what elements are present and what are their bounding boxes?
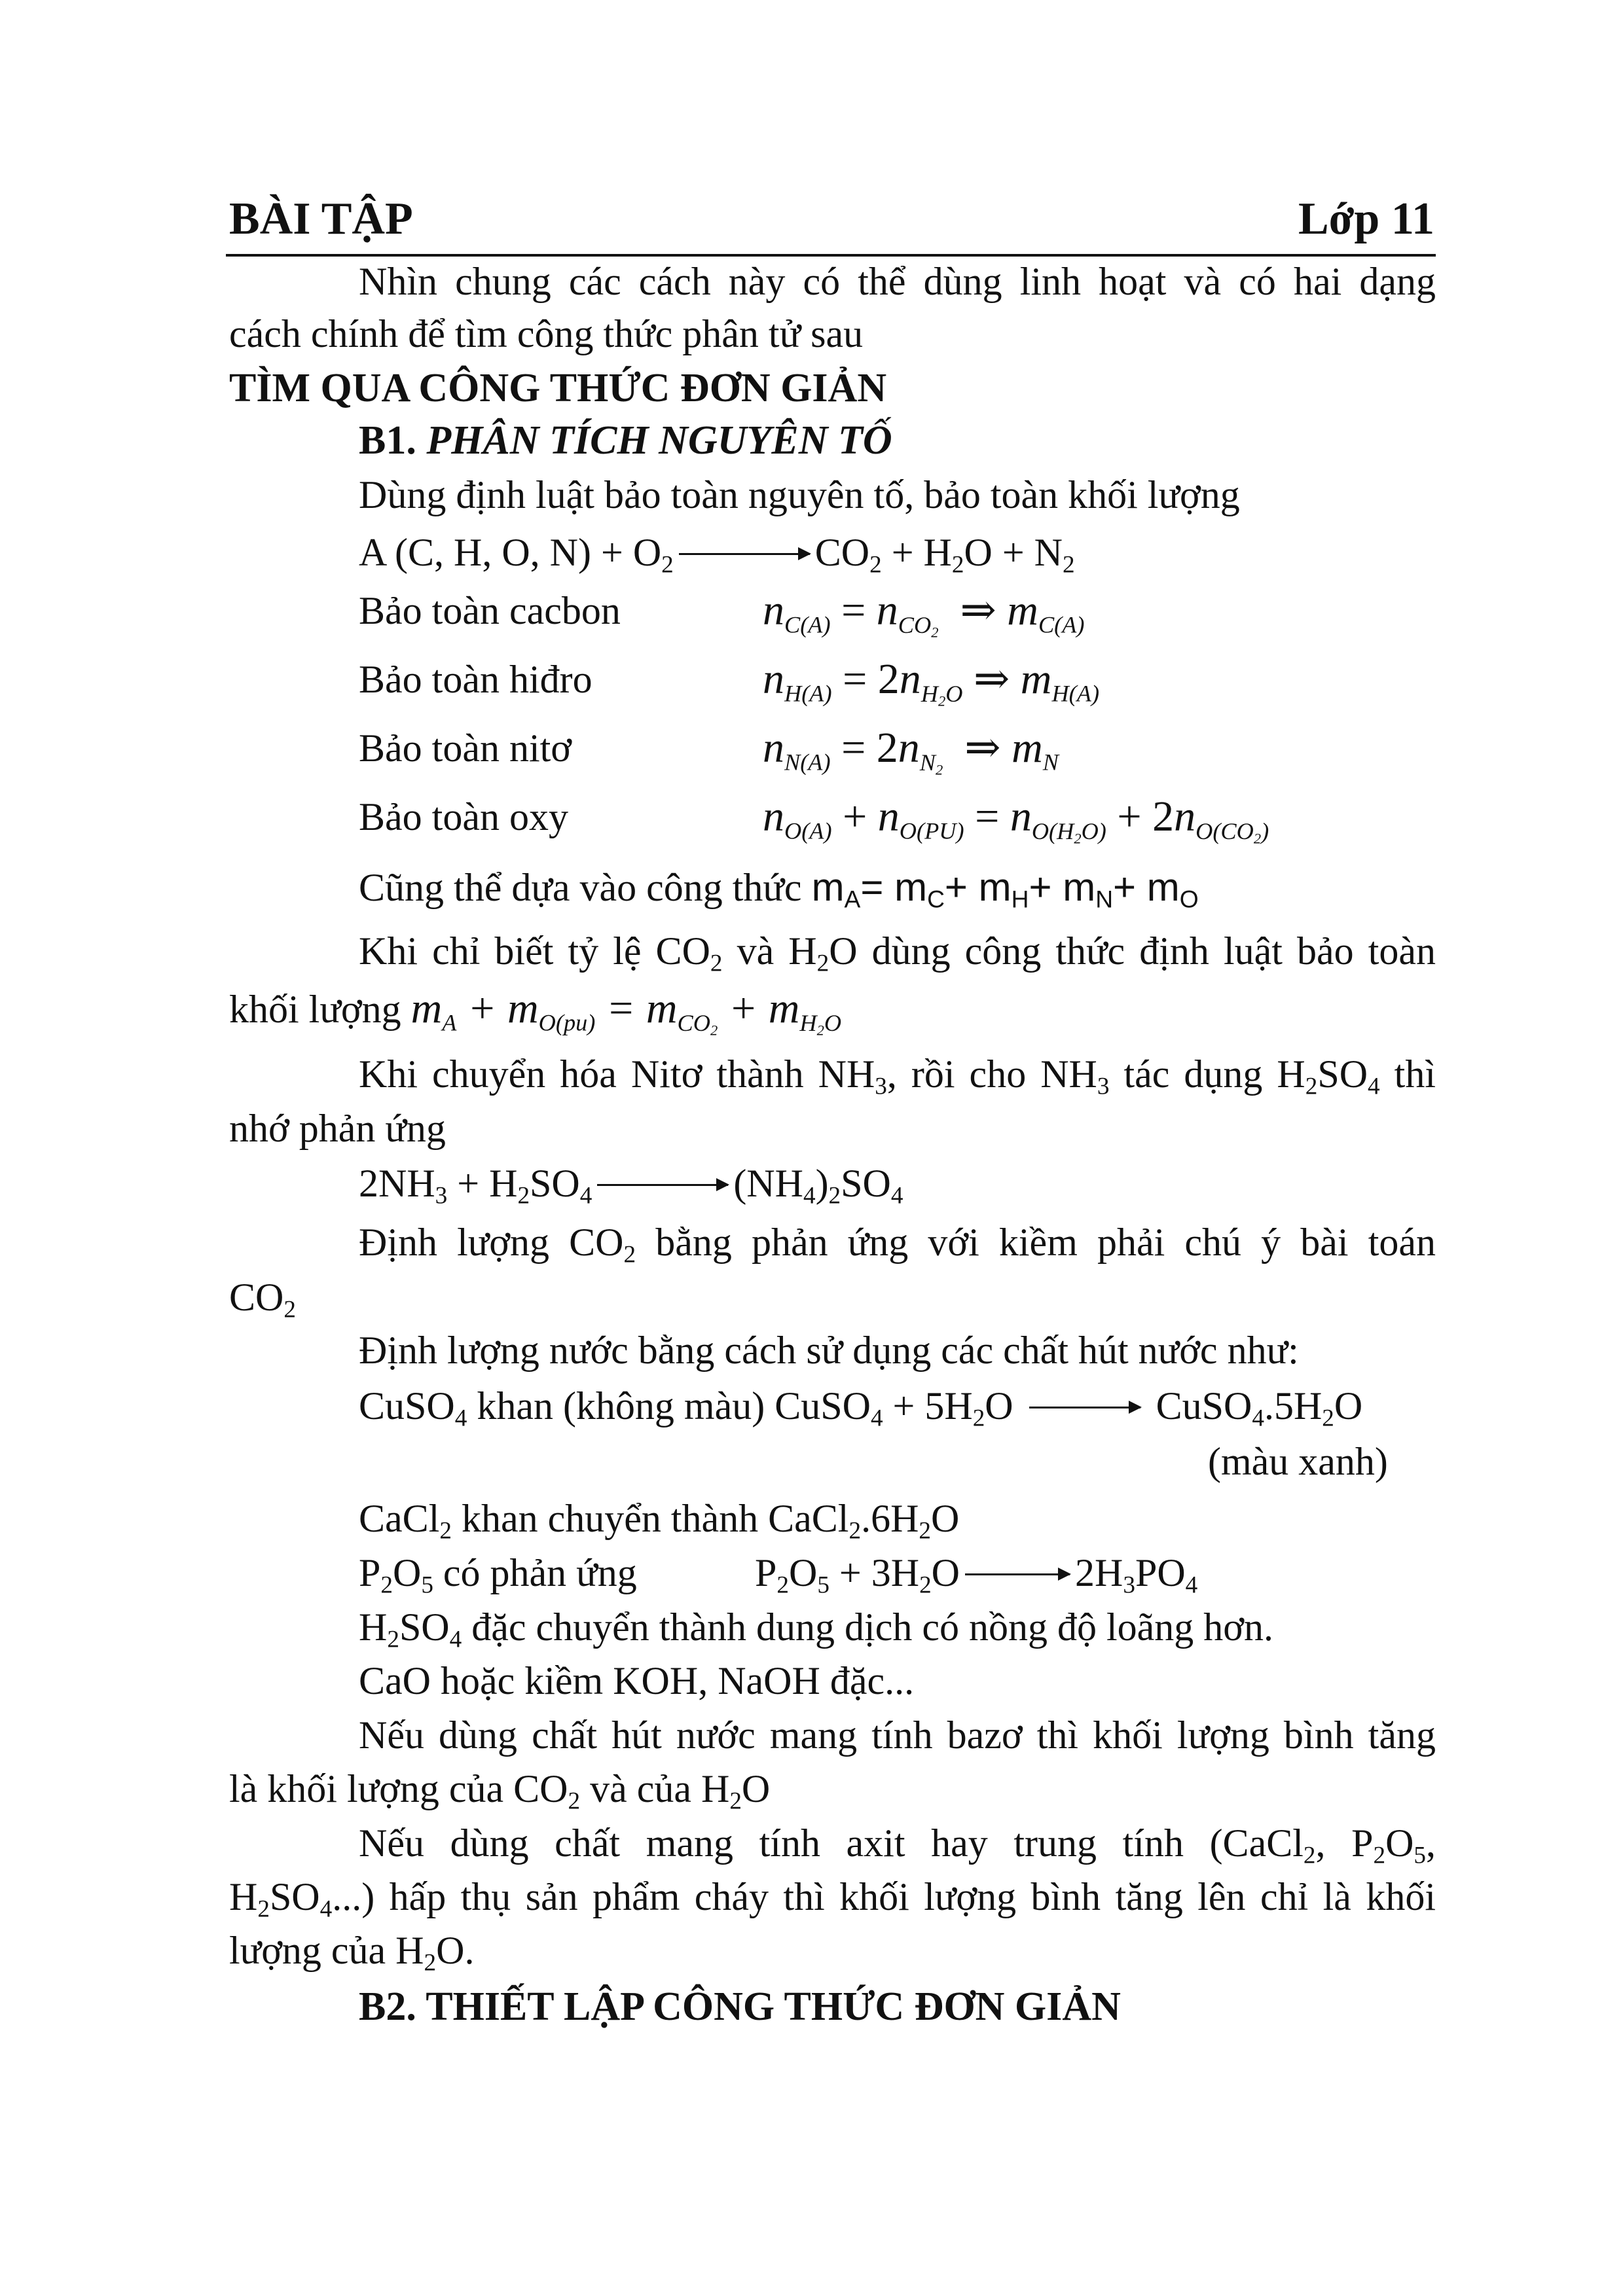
combustion-equation: A (C, H, O, $N) + O_2$ $CO_2 + H_2O + N_2$ (359, 531, 1075, 579)
oxygen-formula: $nO(A) + nO(PU) = nO(H_2O) + 2nO(CO_2)$ (763, 793, 1269, 846)
p2o5-label: $P_2O_5$ có phản ứng (359, 1551, 637, 1599)
conservation-nitrogen-label: Bảo toàn nitơ (359, 726, 572, 770)
co2-line-2: $CO_2$ (229, 1276, 296, 1323)
mass-formula: $m_A= m_C+ m_H+ m_N+ m_O$ (811, 865, 1199, 913)
carbon-formula: nC(A) = nCO$_2$ ⇒ mC(A) (763, 586, 1085, 640)
b1-heading (359, 417, 892, 464)
b2-heading: B2. THIẾT LẬP CÔNG THỨC ĐƠN GIẢN (359, 1984, 1121, 2029)
acid-absorb-line-3: lượng của $H_2O$. (229, 1929, 475, 1977)
base-absorb-line-2: là khối lượng của $CO_2$ và của $H_2O$ (229, 1767, 771, 1815)
nitrogen-formula: $nN(A) = 2nN_2$ ⇒ mN (763, 724, 1059, 778)
nh3-line-2: nhớ phản ứng (229, 1107, 446, 1150)
law-text: Dùng định luật bảo toàn nguyên tố, bảo toàn khối lượng (359, 473, 1240, 516)
reaction-arrow (597, 1184, 728, 1186)
water-measure: Định lượng nước bằng cách sử dụng các chất hút nước như: (359, 1329, 1299, 1372)
acid-absorb-line-1: Nếu dùng chất mang tính axit hay trung tính (CaCl$_2$, $P_2O_5$, (359, 1821, 1436, 1869)
mass-balance-formula: mA + $mO(pu) = mCO_2 + mH_2O$ (410, 984, 842, 1038)
b1-label: B1. (359, 418, 416, 463)
main-heading: TÌM QUA CÔNG THỨC ĐƠN GIẢN (229, 366, 887, 410)
acid-absorb-line-2: $H_2SO_4$...) hấp thụ sản phẩm cháy thì khối lượng bình tăng lên chỉ là khối (229, 1875, 1436, 1923)
cacl2-line: CaCl$_2$ khan chuyển thành $CaCl_2.6H_2O$ (359, 1497, 960, 1545)
intro-line-2: cách chính để tìm công thức phân tử sau (229, 312, 864, 355)
base-absorb-line-1: Nếu dùng chất hút nước mang tính bazơ thì khối lượng bình tăng (359, 1713, 1436, 1757)
conservation-hydrogen-label: Bảo toàn hiđro (359, 658, 593, 701)
header-rule (226, 254, 1436, 257)
header-title: BÀI TẬP (229, 194, 413, 244)
intro-line-1: Nhìn chung các cách này có thể dùng linh hoạt và có hai dạng (359, 260, 1436, 303)
reaction-arrow (965, 1573, 1070, 1575)
cao-line: CaO hoặc kiềm KOH, NaOH đặc... (359, 1659, 915, 1702)
hydrogen-formula: $nH(A) = 2nH_2O$ ⇒ mH(A) (763, 655, 1100, 709)
ratio-line-1: Khi chỉ biết tỷ lệ $CO_2$ và $H_2O$ dùng công thức định luật bảo toàn (359, 929, 1436, 977)
h2so4-line: $H_2SO_4$ đặc chuyển thành dung dịch có nồng độ loãng hơn. (359, 1605, 1274, 1653)
co2-line-1: Định lượng $CO_2$ bằng phản ứng với kiềm phải chú ý bài toán (359, 1221, 1436, 1268)
header-grade: Lớp 11 (1298, 194, 1434, 244)
cuso4-line: CuSO$_4$ khan (không màu) CuSO$_4$ + $5H_2O$ $CuSO_4.5H_2O$ (359, 1384, 1363, 1432)
ratio-line-2: khối lượng mA + $mO(pu) = mCO_2 + mH_2O$ (229, 984, 842, 1038)
ammonium-reaction: $2NH_3 + H_2SO_4$ $(NH_4)_2SO_4$ (359, 1162, 903, 1210)
cuso4-color-note: (màu xanh) (1208, 1440, 1388, 1483)
conservation-carbon-label: Bảo toàn cacbon (359, 589, 621, 632)
p2o5-reaction: $P_2O_5 + 3H_2O$ $2H_3PO_4$ (755, 1551, 1198, 1599)
mass-formula-line: Cũng thể dựa vào công thức $m_A= m_C+ m_H+ m_N+ m_O$ (359, 865, 1199, 913)
conservation-oxygen-label: Bảo toàn oxy (359, 795, 568, 838)
nh3-line-1: Khi chuyển hóa Nitơ thành $NH_3$, rồi cho $NH_3$ tác dụng $H_2SO_4$ thì (359, 1052, 1436, 1100)
b1-title: PHÂN TÍCH NGUYÊN TỐ (426, 418, 892, 463)
reaction-arrow (1029, 1407, 1140, 1408)
reaction-arrow (679, 553, 810, 555)
